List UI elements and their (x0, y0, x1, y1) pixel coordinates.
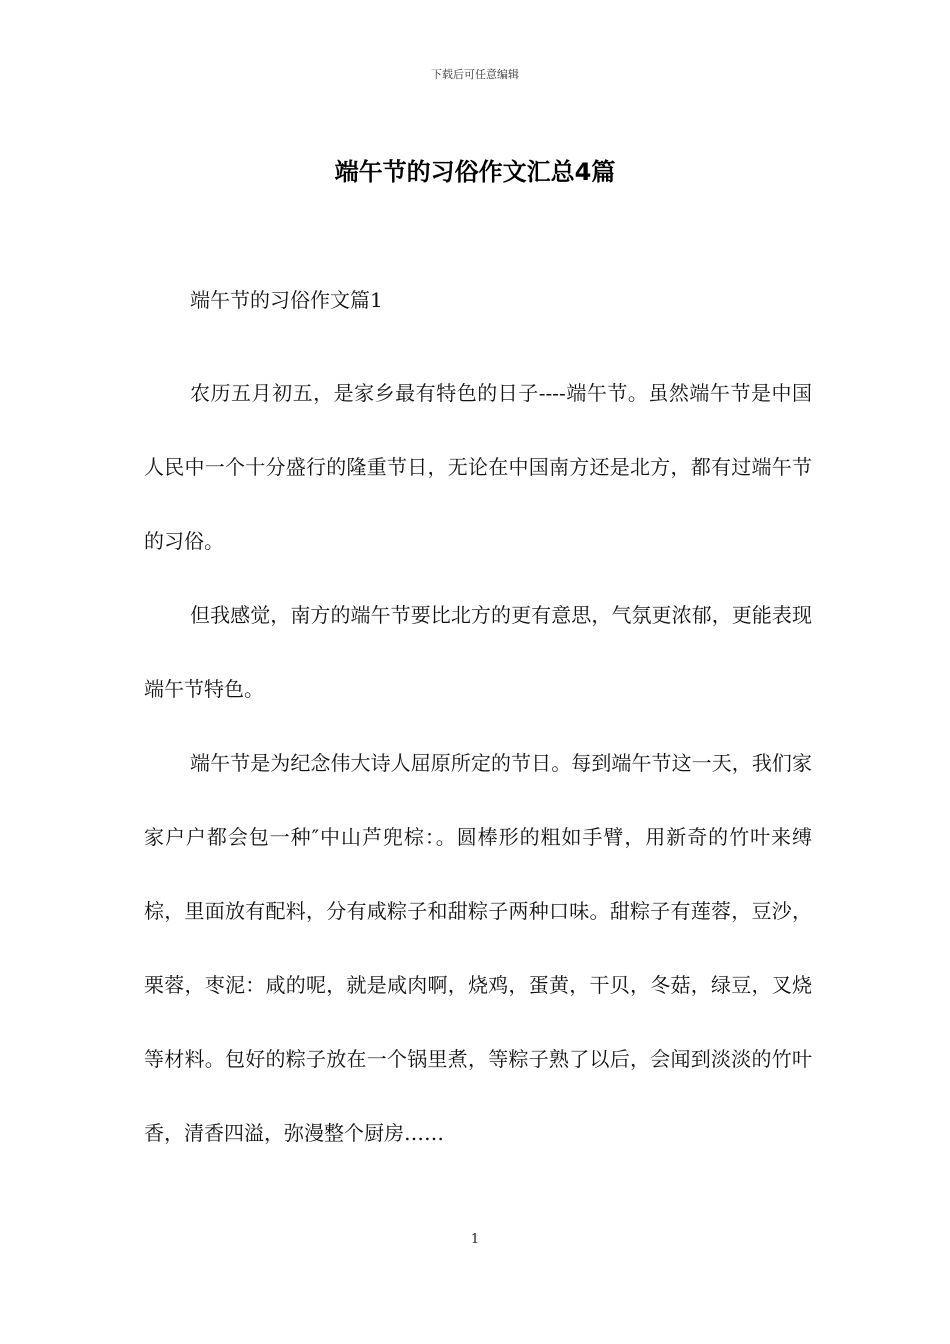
header-note: 下载后可任意编辑 (431, 68, 519, 81)
document-title: 端午节的习俗作文汇总4篇 (334, 158, 616, 186)
paragraph-2: 但我感觉，南方的端午节要比北方的更有意思，气氛更浓郁，更能表现端午节特色。 (144, 603, 812, 701)
page-number: 1 (470, 1232, 480, 1247)
section-heading: 端午节的习俗作文篇1 (190, 288, 383, 312)
paragraph-3: 端午节是为纪念伟大诗人屈原所定的节日。每到端午节这一天，我们家家户户都会包一种″中山芦兜棕：。圆棒形的粗如手臂，用新奇的竹叶来缚棕，里面放有配料，分有咸粽子和甜粽子两种口味。甜粽子有莲蓉，豆沙，栗蓉，枣泥：咸的呢，就是咸肉啊，烧鸡，蛋黄，干贝，冬菇，绿豆，叉烧等材料。包好的粽子放在一个锅里煮，等粽子熟了以后，会闻到淡淡的竹叶香，清香四溢，弥漫整个厨房…… (144, 751, 812, 1145)
document-body (144, 282, 812, 1170)
paragraph-1: 农历五月初五，是家乡最有特色的日子----端午节。虽然端午节是中国人民中一个十分盛行的隆重节日，无论在中国南方还是北方，都有过端午节的习俗。 (144, 381, 812, 553)
